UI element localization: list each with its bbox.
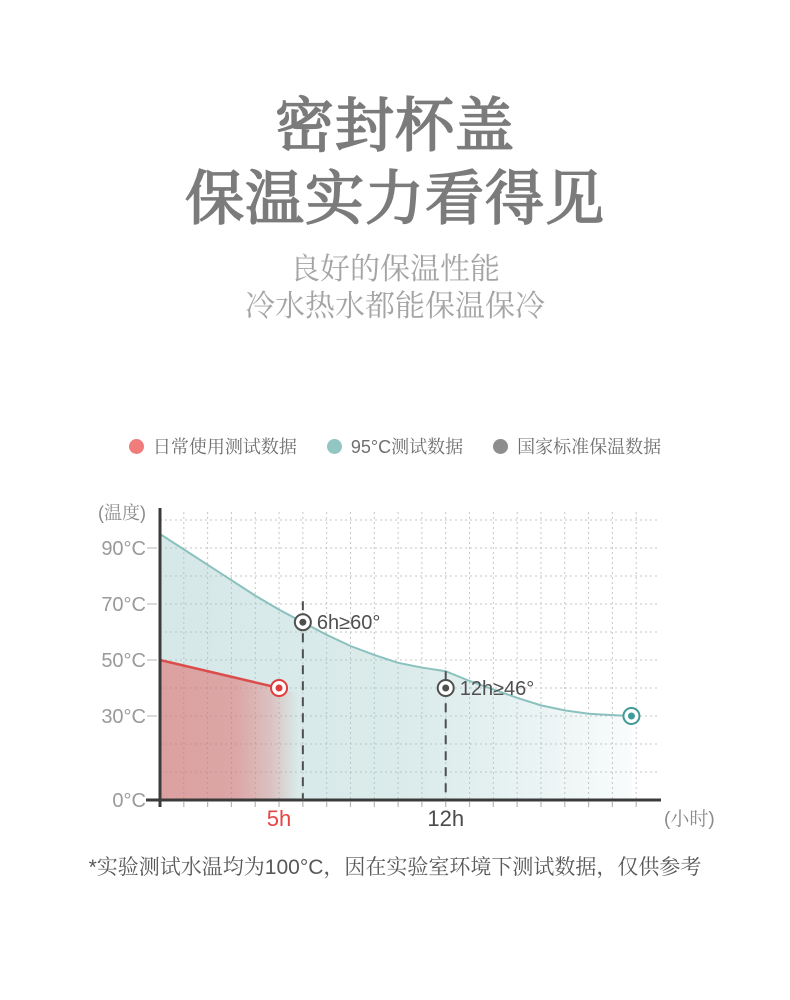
daily-test-end-marker — [271, 680, 287, 696]
standard-point-marker — [295, 614, 311, 630]
y-tick-label: 0°C — [112, 790, 146, 812]
y-tick-label: 30°C — [101, 706, 146, 728]
x-tick-label: 12h — [427, 806, 465, 831]
daily-test-dot-icon — [129, 439, 144, 454]
standard-point-marker-dot — [442, 685, 449, 692]
title-line-1: 密封杯盖 — [274, 93, 515, 159]
y-tick-label: 90°C — [101, 538, 146, 560]
chart-svg — [0, 470, 790, 865]
standard-dot-icon — [493, 439, 508, 454]
annotation-label: 12h≥46° — [459, 678, 535, 700]
daily-test-end-marker-dot — [276, 685, 283, 692]
subtitle-line-2: 冷水热水都能保温保冷 — [245, 290, 545, 323]
x-tick-label: 5h — [266, 806, 292, 831]
subtitle-line-1: 良好的保温性能 — [290, 253, 500, 286]
hot-test-dot-icon — [327, 439, 342, 454]
standard-point-marker — [438, 680, 454, 696]
subtitle — [0, 251, 790, 325]
footnote-text: *实验测试水温均为100°C，因在实验室环境下测试数据，仅供参考 — [88, 856, 702, 879]
annotation-label: 6h≥60° — [316, 612, 381, 635]
title-line-2: 保温实力看得见 — [184, 166, 605, 232]
hot-test-end-marker — [623, 708, 639, 724]
legend-item-standard — [493, 433, 661, 459]
legend-item-95c — [327, 433, 463, 459]
chart-legend — [0, 433, 790, 459]
standard-point-marker-dot — [299, 619, 306, 626]
insulation-chart — [0, 470, 790, 865]
x-axis-title: (小时) — [664, 809, 715, 830]
legend-item-label: 日常使用测试数据 — [152, 437, 297, 457]
y-axis-title: (温度) — [98, 503, 146, 523]
legend-item-label: 国家标准保温数据 — [517, 437, 662, 457]
main-title — [0, 90, 790, 236]
hot-test-end-marker-dot — [628, 713, 635, 720]
legend-item-label: 95°C测试数据 — [350, 437, 464, 457]
y-tick-label: 70°C — [101, 594, 146, 616]
y-tick-label: 50°C — [101, 650, 146, 672]
legend-item-daily — [129, 433, 297, 459]
